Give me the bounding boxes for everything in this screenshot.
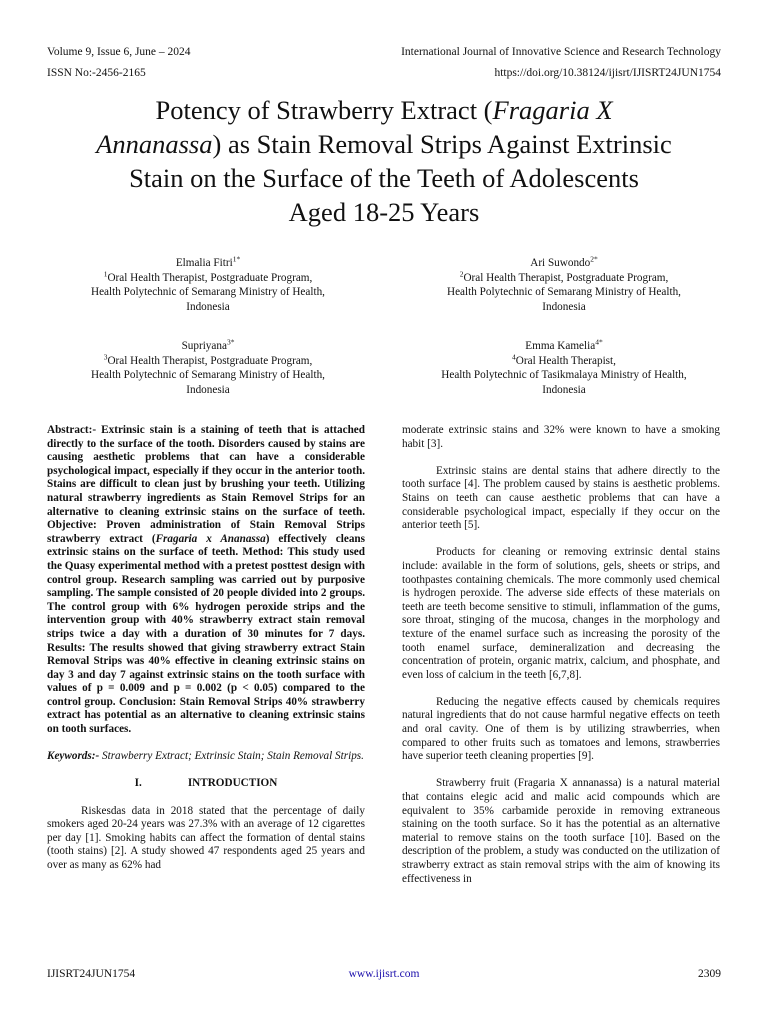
author-block: Elmalia Fitri$^{1*}$ $^1$Oral Health Therapist, Postgraduate Program, Health Polytechnic of Semarang Ministry of Health, Indonesia	[58, 256, 358, 314]
paragraph: Strawberry fruit (Fragaria X annanassa) is a natural material that contains elegic acid and malic acid compounds which are equivalent to 35% carbamide peroxide in removing extraneous staining on the tooth surface. So it has the potential as an alternative material to remove stains on the tooth surface [10]. Based on the description of the problem, a study was conducted on the utilization of strawberry extract as stain removal strips with the aim of knowing its effectiveness in	[402, 777, 720, 885]
affiliation: Health Polytechnic of Semarang Ministry of Health,	[447, 286, 681, 298]
affiliation: Health Polytechnic of Tasikmalaya Ministry of Health,	[441, 369, 687, 381]
affiliation: Oral Health Therapist, Postgraduate Program,	[463, 271, 669, 284]
keywords: Keywords:- Strawberry Extract; Extrinsic Stain; Stain Removal Strips.	[47, 750, 364, 763]
author-block: Supriyana$^{3*}$ $^3$Oral Health Therapist, Postgraduate Program, Health Polytechnic of Semarang Ministry of Health, Indonesia	[58, 339, 358, 397]
paragraph: Reducing the negative effects caused by chemicals requires natural ingredients that do not cause harmful negative effects on teeth and oral cavity. One of them is by utilizing strawberries, when compared to other fruits such as tomatoes and lemons, strawberries have superior teeth cleaning properties [9].	[402, 695, 720, 763]
journal-name: International Journal of Innovative Science and Research Technology	[401, 46, 721, 58]
author-name: Ari Suwondo	[530, 257, 591, 269]
abstract: Abstract:- Extrinsic stain is a staining of teeth that is attached directly to the surface of the tooth. Disorders caused by stains are causing aesthetic problems that can have a considerable psychological impact, especially if they occur in the anterior tooth. Stains are difficult to clean just by brushing your teeth. Utilizing natural strawberry ingredients as Stain Removel Strips for an alternative to cleaning extrinsic stains on the surface of teeth. Objective: Proven administration of Stain Removal Strips strawberry extract (Fragaria x Ananassa) effectively cleans extrinsic stains on the surface of teeth. Method: This study used the Quasy experimental method with a pretest posttest design with control group. Research sampling was carried out by purposive sampling. The sample consisted of 20 people divided into 2 groups. The control group with 6% hydrogen peroxide strips and the intervention group with 40% strawberry extract stain removal strips twice a day with a duration of 30 minutes for 7 days. Results: The results showed that giving strawberry extract Stain Removal Strips was 40% effective in cleaning extrinsic stains on day 3 and day 7 against extrinsic stains on the tooth surface with values of p = 0.009 and p = 0.002 (p < 0.05) compared to the control group. Conclusion: Stain Removal Strips 40% strawberry extract has potential as an alternative to cleaning extrinsic stains on tooth surfaces.	[47, 424, 365, 736]
paragraph: Products for cleaning or removing extrinsic dental stains include: available in the form of solutions, gels, sheets or strips, and toothpastes containing chemicals. The more commonly used chemical is hydrogen peroxide. The adverse side effects of these materials on teeth are teeth become sensitive to stimuli, inflammation of the gums, sore throat, stinging of the mucosa, changes in the morphology and texture of the enamel surface such as increasing the porosity of the tooth enamel surface, demineralization and decreasing the concentration of protein, organic matrix, calcium, and phosphate, and even loss of calcium in the teeth [6,7,8].	[402, 546, 720, 681]
paragraph: moderate extrinsic stains and 32% were known to have a smoking habit [3].	[402, 424, 720, 450]
footer-paper-id: IJISRT24JUN1754	[47, 968, 136, 980]
volume-info: Volume 9, Issue 6, June – 2024	[47, 46, 191, 58]
affiliation: Health Polytechnic of Semarang Ministry of Health,	[91, 286, 325, 298]
page-number: 2309	[698, 968, 721, 980]
author-block: Ari Suwondo$^{2*}$ $^2$Oral Health Therapist, Postgraduate Program, Health Polytechnic of Semarang Ministry of Health, Indonesia	[414, 256, 714, 314]
author-name: Supriyana	[181, 340, 227, 352]
author-block: Emma Kamelia$^{4*}$ $^4$Oral Health Therapist, Health Polytechnic of Tasikmalaya Ministry of Health, Indonesia	[414, 339, 714, 397]
paper-title: Potency of Strawberry Extract (Fragaria X Annanassa) as Stain Removal Strips Against Extrinsic Stain on the Surface of the Teeth of Adolescents Aged 18-25 Years	[96, 95, 672, 227]
right-column	[402, 424, 720, 886]
section-heading-introduction: I. INTRODUCTION	[134, 777, 278, 790]
affiliation: Indonesia	[186, 300, 230, 313]
affiliation: Oral Health Therapist, Postgraduate Program,	[107, 354, 313, 367]
paragraph: Extrinsic stains are dental stains that adhere directly to the tooth surface [4]. The problem caused by stains is aesthetic problems. Stains on teeth can cause aesthetic problems that can have a considerable psychological impact, especially if they occur on the anterior teeth [5].	[402, 464, 720, 532]
author-name: Elmalia Fitri	[175, 257, 233, 269]
footer-website-link[interactable]: www.ijisrt.com	[348, 968, 420, 980]
left-column	[47, 424, 365, 873]
issn: ISSN No:-2456-2165	[47, 67, 146, 79]
affiliation: Indonesia	[542, 383, 586, 396]
author-name: Emma Kamelia	[525, 340, 596, 352]
affiliation: Oral Health Therapist, Postgraduate Program,	[107, 271, 313, 284]
doi-link[interactable]: https://doi.org/10.38124/ijisrt/IJISRT24JUN1754	[494, 67, 721, 79]
paragraph: Riskesdas data in 2018 stated that the percentage of daily smokers aged 20-24 years was 27.3% with an average of 12 cigarettes per day [1]. Smoking habits can affect the formation of dental stains (tooth stains) [2]. A study showed 47 respondents aged 25 years and over as many as 62% had	[47, 804, 365, 871]
affiliation: Oral Health Therapist,	[515, 354, 616, 367]
affiliation: Indonesia	[542, 300, 586, 313]
affiliation: Health Polytechnic of Semarang Ministry of Health,	[91, 369, 325, 381]
affiliation: Indonesia	[186, 383, 230, 396]
